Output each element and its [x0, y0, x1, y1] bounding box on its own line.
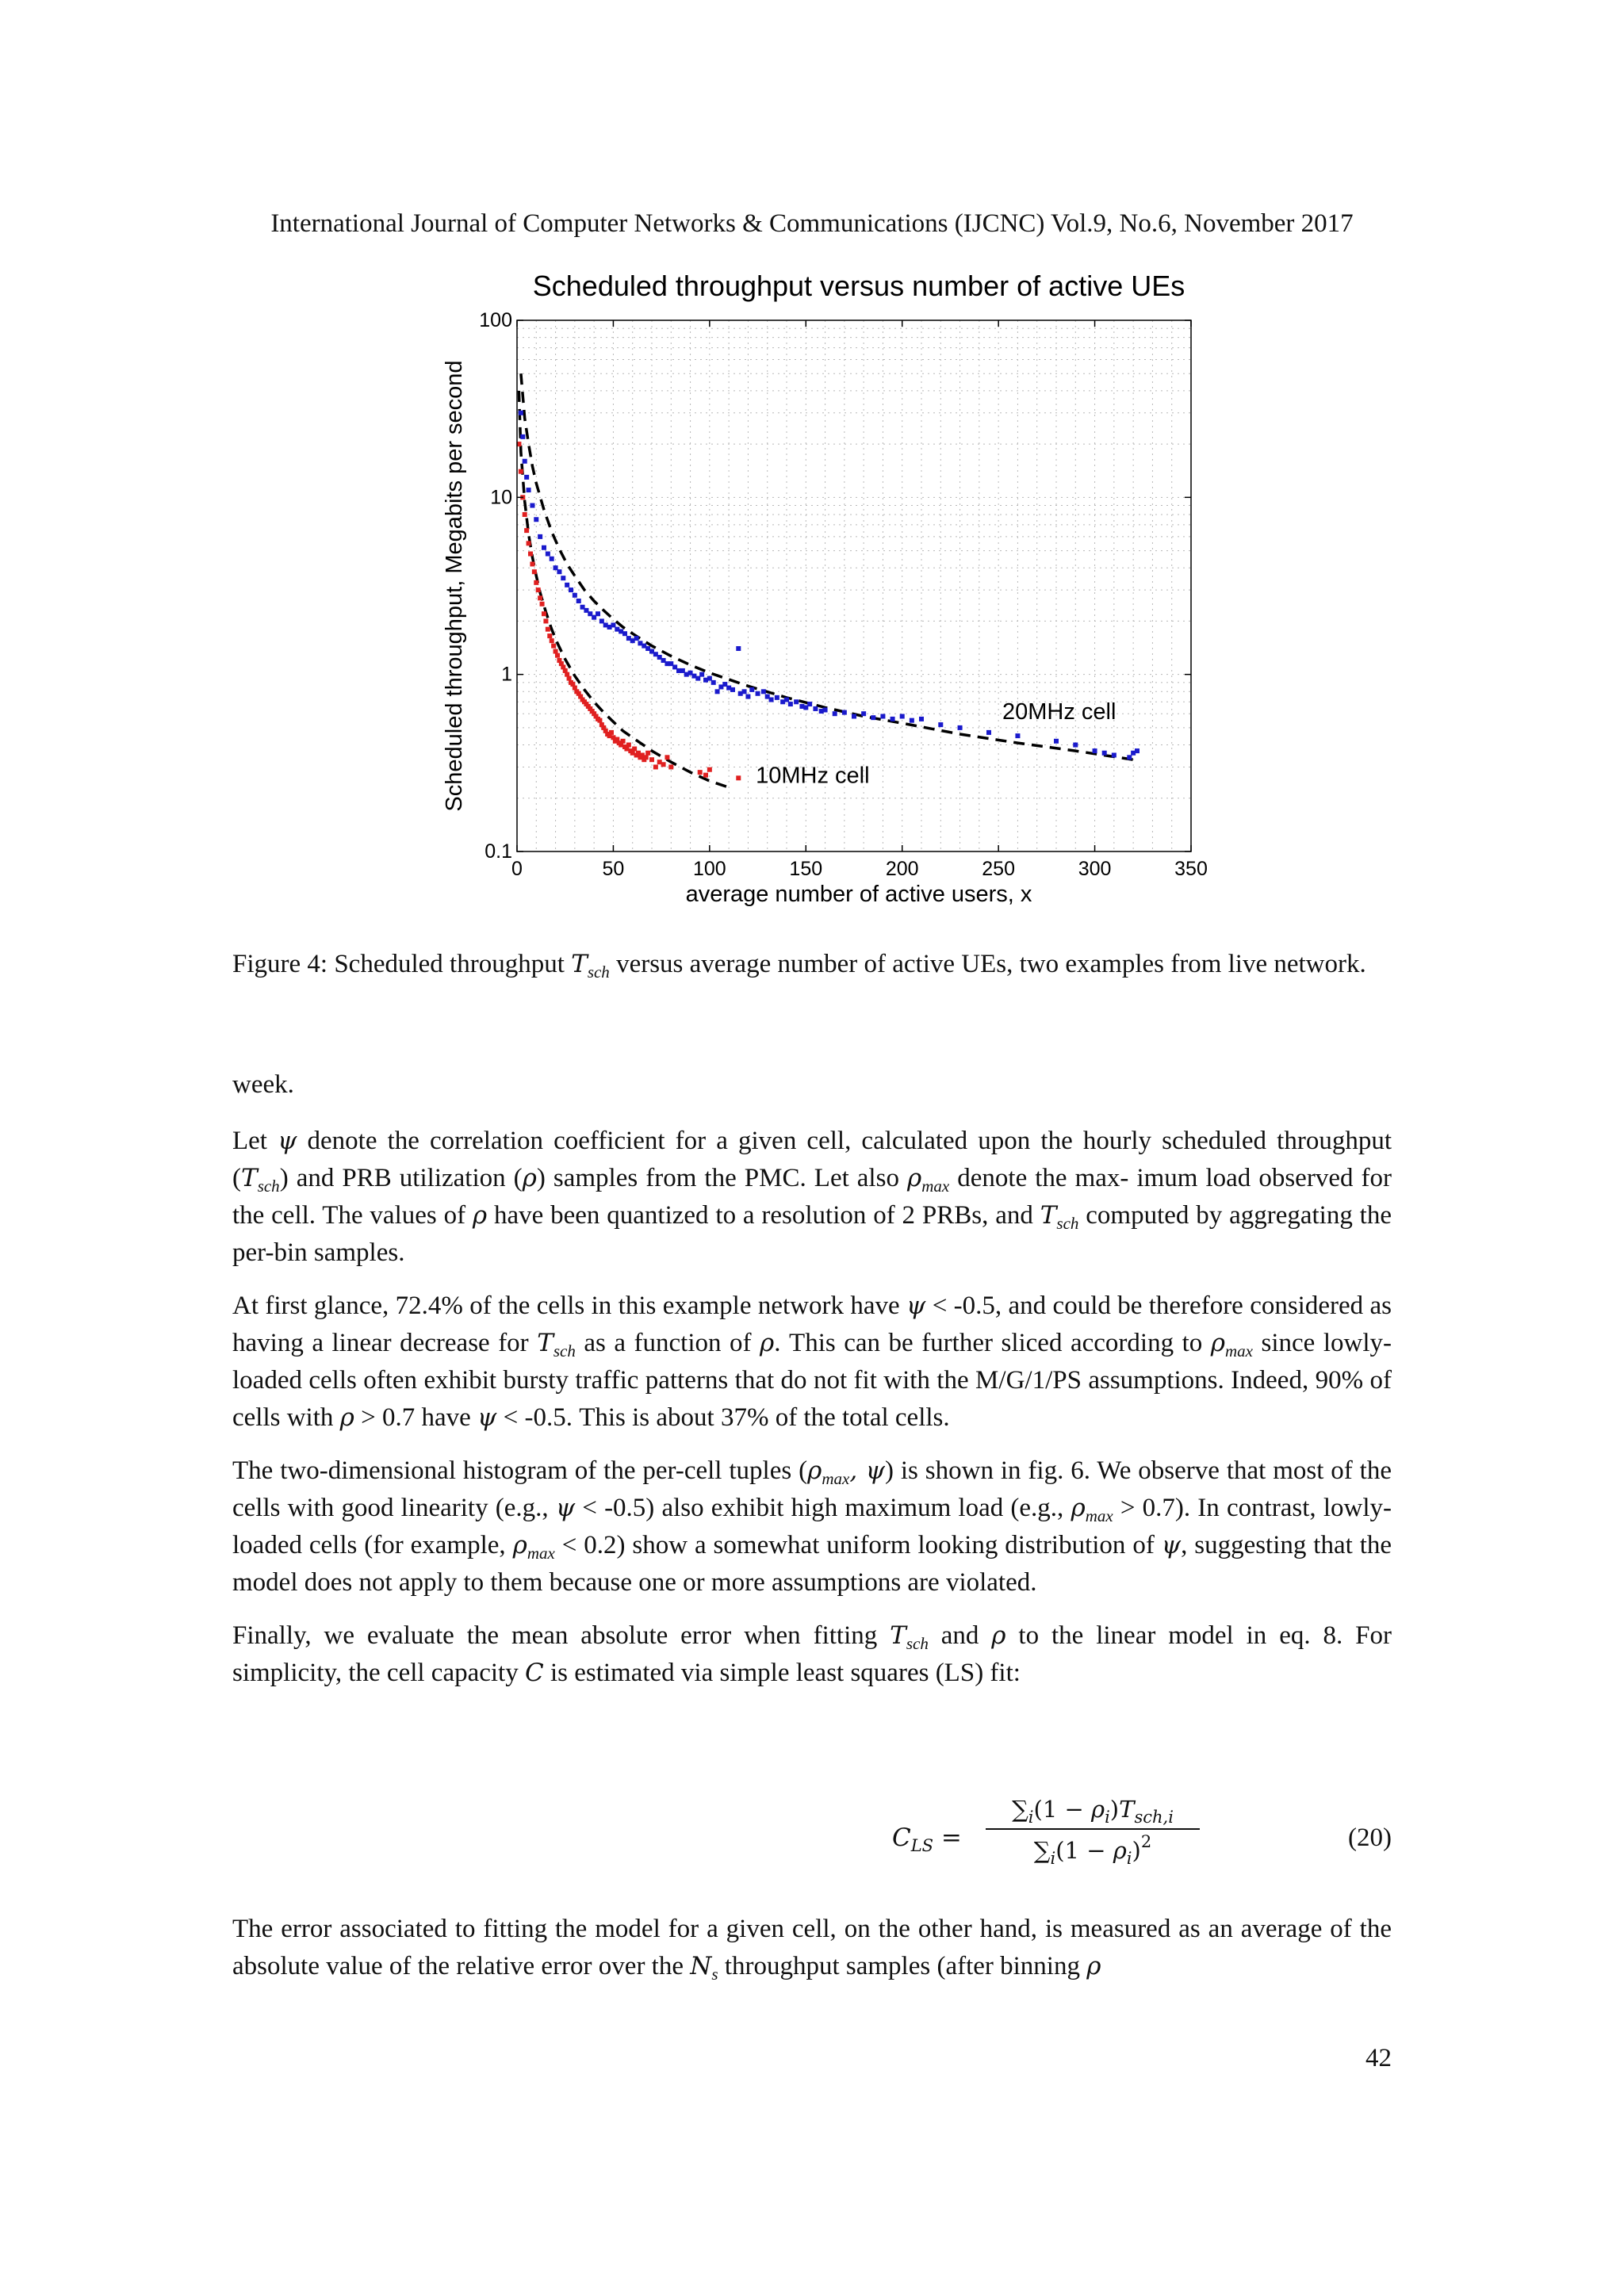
y-tick-label: 100 — [479, 309, 512, 331]
point-20mhz — [958, 725, 963, 730]
point-20mhz — [823, 707, 828, 712]
point-20mhz — [596, 611, 600, 616]
point-20mhz — [1073, 743, 1078, 748]
point-20mhz — [520, 434, 525, 439]
point-20mhz — [749, 687, 754, 692]
point-10mhz — [626, 743, 631, 748]
fit-curves — [519, 373, 1133, 787]
equation-fraction — [986, 1792, 1200, 1868]
point-20mhz — [784, 698, 789, 702]
equation-denominator: $\sum_i(1 - \rho_i)^2$ — [1033, 1832, 1152, 1868]
point-20mhz — [756, 691, 760, 696]
y-tick-label: 0.1 — [485, 840, 512, 863]
point-20mhz — [769, 698, 774, 702]
point-10mhz — [542, 611, 546, 616]
y-tick-label: 10 — [490, 486, 512, 509]
x-axis-label: average number of active users, x — [685, 882, 1032, 907]
paragraph-4: Finally, we evaluate the mean absolute error when fitting $T_{sch}$ and ρ to the linear model in eq. 8. For simplicity, the cell capacity C is estimated via simple least squares (LS) fit: — [232, 1621, 1392, 1687]
point-20mhz — [833, 711, 837, 716]
point-10mhz — [551, 644, 556, 649]
point-20mhz — [919, 717, 924, 721]
point-20mhz — [794, 699, 799, 704]
point-20mhz — [1054, 739, 1059, 744]
point-10mhz — [553, 649, 558, 654]
x-tick-label: 100 — [692, 858, 726, 880]
equation-number: (20) — [1348, 1823, 1392, 1852]
point-10mhz — [547, 633, 552, 638]
paragraph-5: The error associated to fitting the model for a given cell, on the other hand, is measured as an average of the absolute value of the relative error over the $N_s$ throughput samples (after binning ρ — [232, 1915, 1392, 1984]
equation-lhs: $C_{LS}$ = — [892, 1823, 962, 1855]
scatter-chart — [428, 270, 1237, 912]
point-10mhz — [736, 775, 741, 780]
point-20mhz — [842, 710, 847, 715]
annotation-20mhz: 20MHz cell — [1002, 699, 1116, 725]
point-20mhz — [561, 576, 565, 580]
point-20mhz — [565, 583, 569, 587]
point-20mhz — [519, 411, 523, 415]
point-10mhz — [649, 757, 654, 762]
point-20mhz — [699, 672, 704, 677]
point-10mhz — [523, 512, 527, 517]
point-10mhz — [665, 755, 669, 760]
point-10mhz — [555, 653, 560, 658]
point-10mhz — [550, 638, 554, 643]
point-20mhz — [880, 714, 885, 719]
point-10mhz — [530, 561, 534, 566]
point-20mhz — [576, 599, 581, 603]
point-20mhz — [542, 545, 546, 550]
point-20mhz — [715, 689, 720, 694]
point-10mhz — [534, 580, 538, 585]
point-10mhz — [621, 739, 626, 744]
point-20mhz — [852, 714, 856, 719]
point-10mhz — [609, 730, 614, 735]
point-20mhz — [1127, 755, 1132, 760]
point-20mhz — [891, 717, 895, 721]
point-10mhz — [597, 718, 602, 723]
point-10mhz — [661, 762, 666, 767]
point-20mhz — [530, 503, 534, 508]
point-20mhz — [1112, 752, 1116, 757]
point-20mhz — [736, 646, 741, 651]
x-tick-label: 0 — [511, 858, 523, 880]
point-10mhz — [698, 770, 703, 775]
point-20mhz — [546, 552, 550, 557]
annotation-10mhz: 10MHz cell — [756, 763, 870, 789]
point-10mhz — [645, 751, 650, 756]
point-20mhz — [527, 488, 531, 492]
point-10mhz — [707, 767, 712, 772]
point-10mhz — [543, 618, 548, 623]
x-tick-label: 250 — [982, 858, 1016, 880]
equation-numerator: $\sum_i(1 - \rho_i)T_{sch,i}$ — [986, 1792, 1200, 1830]
point-10mhz — [528, 552, 533, 557]
point-20mhz — [1015, 733, 1020, 738]
point-20mhz — [761, 689, 766, 694]
point-20mhz — [573, 593, 577, 598]
x-tick-label: 350 — [1174, 858, 1208, 880]
point-20mhz — [986, 730, 991, 735]
point-20mhz — [1102, 751, 1107, 756]
axis-ticks — [479, 309, 1208, 880]
point-10mhz — [527, 541, 531, 545]
page-number: 42 — [1365, 2044, 1392, 2072]
point-10mhz — [538, 595, 542, 600]
point-20mhz — [1135, 748, 1139, 753]
point-10mhz — [546, 627, 550, 632]
y-tick-label: 1 — [501, 663, 512, 686]
point-20mhz — [569, 587, 573, 592]
point-20mhz — [622, 631, 627, 636]
point-20mhz — [534, 517, 538, 522]
point-10mhz — [567, 676, 572, 681]
point-10mhz — [644, 755, 649, 760]
point-10mhz — [536, 587, 541, 592]
point-10mhz — [703, 773, 708, 778]
paragraph-0: week. — [232, 1070, 294, 1099]
point-20mhz — [524, 475, 529, 480]
point-20mhz — [707, 676, 712, 681]
point-10mhz — [668, 764, 673, 769]
point-20mhz — [523, 459, 527, 464]
point-10mhz — [532, 569, 537, 574]
point-20mhz — [742, 689, 747, 694]
equation-20 — [232, 1792, 1392, 1879]
point-10mhz — [519, 469, 523, 474]
point-10mhz — [632, 747, 637, 752]
point-20mhz — [634, 636, 639, 641]
point-20mhz — [550, 557, 554, 561]
x-tick-label: 300 — [1078, 858, 1112, 880]
point-20mhz — [557, 569, 561, 574]
point-20mhz — [861, 711, 866, 716]
point-10mhz — [540, 602, 545, 607]
point-20mhz — [711, 680, 716, 685]
figure-caption: Figure 4: Scheduled throughput $T_{sch}$ versus average number of active UEs, two examples from live network. — [232, 950, 1366, 982]
x-tick-label: 50 — [602, 858, 625, 880]
body-text — [232, 1066, 1392, 1708]
y-axis-label: Scheduled throughput, Megabits per second — [442, 360, 467, 812]
chart-title: Scheduled throughput versus number of active UEs — [532, 270, 1185, 302]
paragraph-3: The two-dimensional histogram of the per-cell tuples ($\rho_{max}$, ψ) is shown in fig. 6. We observe that most of the cells with good linearity (e.g., ψ < -0.5) also exhibit high maximum load (e.g., $\rho_{max} > 0.7$). In contrast, lowly-loaded cells (for example, $\rho_{max} < 0.2$) show a somewhat uniform looking distribution of ψ, suggesting that the model does not apply to them because one or more assumptions are violated. — [232, 1456, 1392, 1597]
paragraph-1: Let ψ denote the correlation coefficient for a given cell, calculated upon the hourly scheduled throughput $(T_{sch})$ and PRB utilization (ρ) samples from the PMC. Let also $\rho_{max}$ denote the max- imum load observed for the cell. The values of ρ have been quantized to a resolution of 2 PRBs, and $T_{sch}$ computed by aggregating the per-bin samples. — [232, 1127, 1392, 1267]
point-20mhz — [538, 534, 542, 539]
point-20mhz — [871, 715, 875, 720]
point-20mhz — [910, 718, 914, 723]
point-20mhz — [813, 706, 818, 711]
point-20mhz — [807, 702, 812, 706]
point-20mhz — [730, 687, 735, 692]
point-20mhz — [938, 722, 943, 727]
point-20mhz — [788, 702, 793, 706]
point-20mhz — [1093, 748, 1097, 753]
data-points — [516, 411, 1139, 781]
point-20mhz — [775, 695, 779, 700]
point-20mhz — [611, 622, 615, 627]
x-tick-label: 150 — [789, 858, 823, 880]
running-header: International Journal of Computer Networks & Communications (IJCNC) Vol.9, No.6, November 2017 — [270, 209, 1354, 238]
paragraph-2: At first glance, 72.4% of the cells in this example network have ψ < -0.5, and could be therefore considered as having a linear decrease for $T_{sch}$ as a function of ρ. This can be further sliced according to $\rho_{max}$ since lowly-loaded cells often exhibit bursty traffic patterns that do not fit with the M/G/1/PS assumptions. Indeed, 90% of cells with ρ > 0.7 have ψ < -0.5. This is about 37% of the total cells. — [232, 1292, 1392, 1432]
point-20mhz — [745, 695, 750, 699]
point-20mhz — [900, 714, 905, 719]
point-10mhz — [524, 528, 529, 533]
point-10mhz — [653, 764, 658, 769]
x-tick-label: 200 — [885, 858, 919, 880]
figure-4-chart — [428, 270, 1237, 912]
